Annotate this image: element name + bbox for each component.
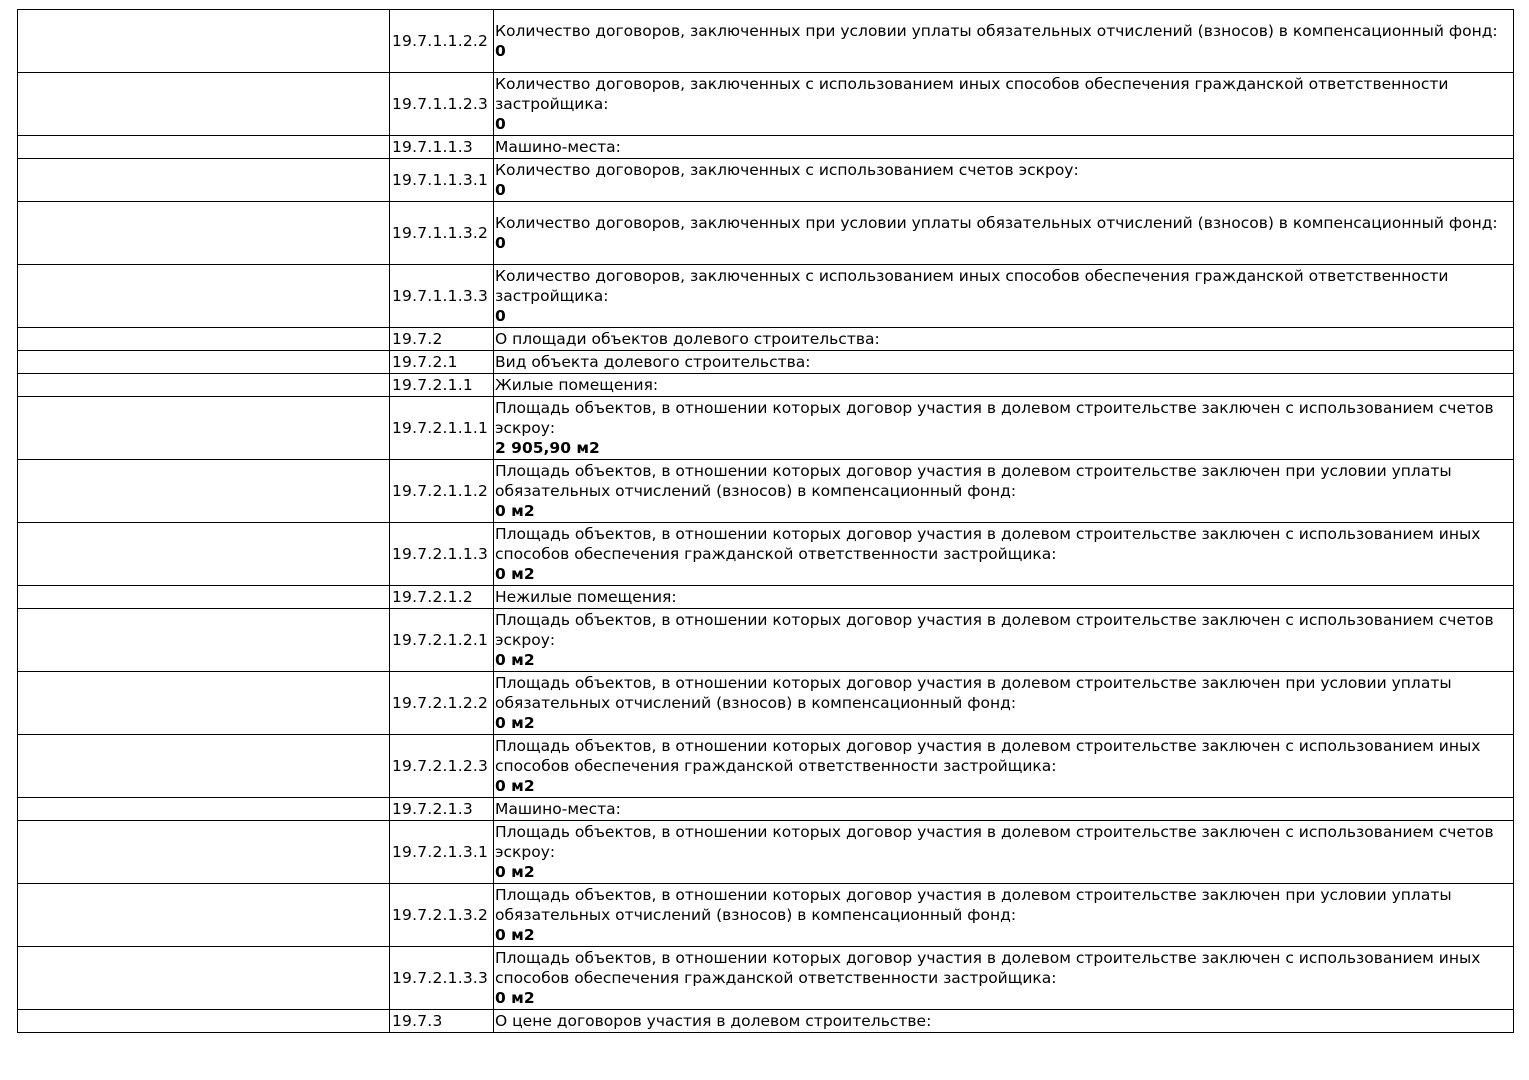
empty-cell <box>18 328 390 351</box>
row-label: Количество договоров, заключенных при условии уплаты обязательных отчислений (взносов) в компенсационный фонд: <box>495 22 1498 40</box>
empty-cell <box>18 798 390 821</box>
empty-cell <box>18 159 390 202</box>
row-value: 0 <box>495 42 506 60</box>
row-label: Площадь объектов, в отношении которых договор участия в долевом строительстве заключен с использованием иных способов обеспечения гражданской ответственности застройщика: <box>495 525 1481 563</box>
empty-cell <box>18 397 390 460</box>
row-label: Машино-места: <box>495 800 621 818</box>
row-code: 19.7.2.1.3.1 <box>390 821 494 884</box>
row-code: 19.7.2.1 <box>390 351 494 374</box>
row-value: 0 м2 <box>495 863 535 881</box>
row-label: Площадь объектов, в отношении которых договор участия в долевом строительстве заключен при условии уплаты обязательных отчислений (взносов) в компенсационный фонд: <box>495 886 1452 924</box>
row-value: 0 м2 <box>495 989 535 1007</box>
row-code: 19.7.2.1.3.3 <box>390 947 494 1010</box>
empty-cell <box>18 672 390 735</box>
empty-cell <box>18 821 390 884</box>
row-content <box>494 136 1514 159</box>
empty-cell <box>18 202 390 265</box>
table-row <box>18 397 1514 460</box>
empty-cell <box>18 609 390 672</box>
row-content <box>494 10 1514 73</box>
row-code: 19.7.1.1.3 <box>390 136 494 159</box>
empty-cell <box>18 73 390 136</box>
row-code: 19.7.3 <box>390 1010 494 1033</box>
row-value: 0 м2 <box>495 714 535 732</box>
table-row <box>18 159 1514 202</box>
row-label: Площадь объектов, в отношении которых договор участия в долевом строительстве заключен с использованием иных способов обеспечения гражданской ответственности застройщика: <box>495 737 1481 775</box>
empty-cell <box>18 265 390 328</box>
table-row <box>18 884 1514 947</box>
table-row <box>18 73 1514 136</box>
row-value: 2 905,90 м2 <box>495 439 600 457</box>
row-label: Количество договоров, заключенных с использованием иных способов обеспечения гражданской ответственности застройщика: <box>495 267 1449 305</box>
row-value: 0 м2 <box>495 565 535 583</box>
table-row <box>18 798 1514 821</box>
row-value: 0 <box>495 181 506 199</box>
row-label: Количество договоров, заключенных с использованием иных способов обеспечения гражданской ответственности застройщика: <box>495 75 1449 113</box>
row-content <box>494 351 1514 374</box>
row-label: Вид объекта долевого строительства: <box>495 353 811 371</box>
row-code: 19.7.1.1.2.2 <box>390 10 494 73</box>
row-code: 19.7.2 <box>390 328 494 351</box>
row-code: 19.7.2.1.3.2 <box>390 884 494 947</box>
empty-cell <box>18 523 390 586</box>
row-content <box>494 884 1514 947</box>
row-content <box>494 397 1514 460</box>
row-label: Количество договоров, заключенных с использованием счетов эскроу: <box>495 161 1079 179</box>
table-row <box>18 1010 1514 1033</box>
row-label: Машино-места: <box>495 138 621 156</box>
row-content <box>494 523 1514 586</box>
row-value: 0 м2 <box>495 926 535 944</box>
empty-cell <box>18 460 390 523</box>
empty-cell <box>18 10 390 73</box>
table-row <box>18 202 1514 265</box>
row-content <box>494 735 1514 798</box>
table-row <box>18 586 1514 609</box>
table-row <box>18 735 1514 798</box>
row-code: 19.7.2.1.1 <box>390 374 494 397</box>
row-label: Количество договоров, заключенных при условии уплаты обязательных отчислений (взносов) в компенсационный фонд: <box>495 214 1498 232</box>
empty-cell <box>18 947 390 1010</box>
row-code: 19.7.2.1.1.3 <box>390 523 494 586</box>
row-content <box>494 328 1514 351</box>
table-row <box>18 947 1514 1010</box>
row-code: 19.7.2.1.1.2 <box>390 460 494 523</box>
table-row <box>18 523 1514 586</box>
row-code: 19.7.2.1.2.2 <box>390 672 494 735</box>
row-value: 0 м2 <box>495 651 535 669</box>
row-label: Площадь объектов, в отношении которых договор участия в долевом строительстве заключен с использованием счетов эскроу: <box>495 823 1494 861</box>
row-content <box>494 821 1514 884</box>
row-label: О цене договоров участия в долевом строительстве: <box>495 1012 932 1030</box>
row-code: 19.7.2.1.2.3 <box>390 735 494 798</box>
table-row <box>18 821 1514 884</box>
row-value: 0 <box>495 234 506 252</box>
table-row <box>18 10 1514 73</box>
empty-cell <box>18 136 390 159</box>
row-label: Площадь объектов, в отношении которых договор участия в долевом строительстве заключен с использованием счетов эскроу: <box>495 399 1494 437</box>
row-value: 0 м2 <box>495 777 535 795</box>
table-row <box>18 609 1514 672</box>
table-row <box>18 136 1514 159</box>
row-content <box>494 460 1514 523</box>
row-value: 0 <box>495 115 506 133</box>
table-row <box>18 374 1514 397</box>
empty-cell <box>18 1010 390 1033</box>
row-value: 0 <box>495 307 506 325</box>
row-value: 0 м2 <box>495 502 535 520</box>
row-code: 19.7.2.1.1.1 <box>390 397 494 460</box>
table-row <box>18 328 1514 351</box>
table-row <box>18 265 1514 328</box>
row-code: 19.7.2.1.3 <box>390 798 494 821</box>
table-row <box>18 460 1514 523</box>
row-content <box>494 672 1514 735</box>
row-code: 19.7.2.1.2.1 <box>390 609 494 672</box>
row-label: Площадь объектов, в отношении которых договор участия в долевом строительстве заключен с использованием иных способов обеспечения гражданской ответственности застройщика: <box>495 949 1481 987</box>
table-row <box>18 351 1514 374</box>
declaration-table <box>17 9 1514 1033</box>
row-label: Площадь объектов, в отношении которых договор участия в долевом строительстве заключен при условии уплаты обязательных отчислений (взносов) в компенсационный фонд: <box>495 674 1452 712</box>
row-code: 19.7.1.1.2.3 <box>390 73 494 136</box>
row-label: Нежилые помещения: <box>495 588 677 606</box>
row-code: 19.7.1.1.3.3 <box>390 265 494 328</box>
row-label: Жилые помещения: <box>495 376 659 394</box>
row-code: 19.7.1.1.3.1 <box>390 159 494 202</box>
row-content <box>494 1010 1514 1033</box>
row-content <box>494 947 1514 1010</box>
empty-cell <box>18 351 390 374</box>
row-content <box>494 265 1514 328</box>
empty-cell <box>18 735 390 798</box>
row-content <box>494 586 1514 609</box>
empty-cell <box>18 586 390 609</box>
row-label: Площадь объектов, в отношении которых договор участия в долевом строительстве заключен при условии уплаты обязательных отчислений (взносов) в компенсационный фонд: <box>495 462 1452 500</box>
row-content <box>494 159 1514 202</box>
row-code: 19.7.2.1.2 <box>390 586 494 609</box>
row-content <box>494 374 1514 397</box>
row-content <box>494 798 1514 821</box>
empty-cell <box>18 884 390 947</box>
empty-cell <box>18 374 390 397</box>
declaration-table-body <box>18 10 1514 1033</box>
row-label: Площадь объектов, в отношении которых договор участия в долевом строительстве заключен с использованием счетов эскроу: <box>495 611 1494 649</box>
row-label: О площади объектов долевого строительства: <box>495 330 880 348</box>
row-content <box>494 609 1514 672</box>
row-code: 19.7.1.1.3.2 <box>390 202 494 265</box>
table-row <box>18 672 1514 735</box>
row-content <box>494 202 1514 265</box>
row-content <box>494 73 1514 136</box>
